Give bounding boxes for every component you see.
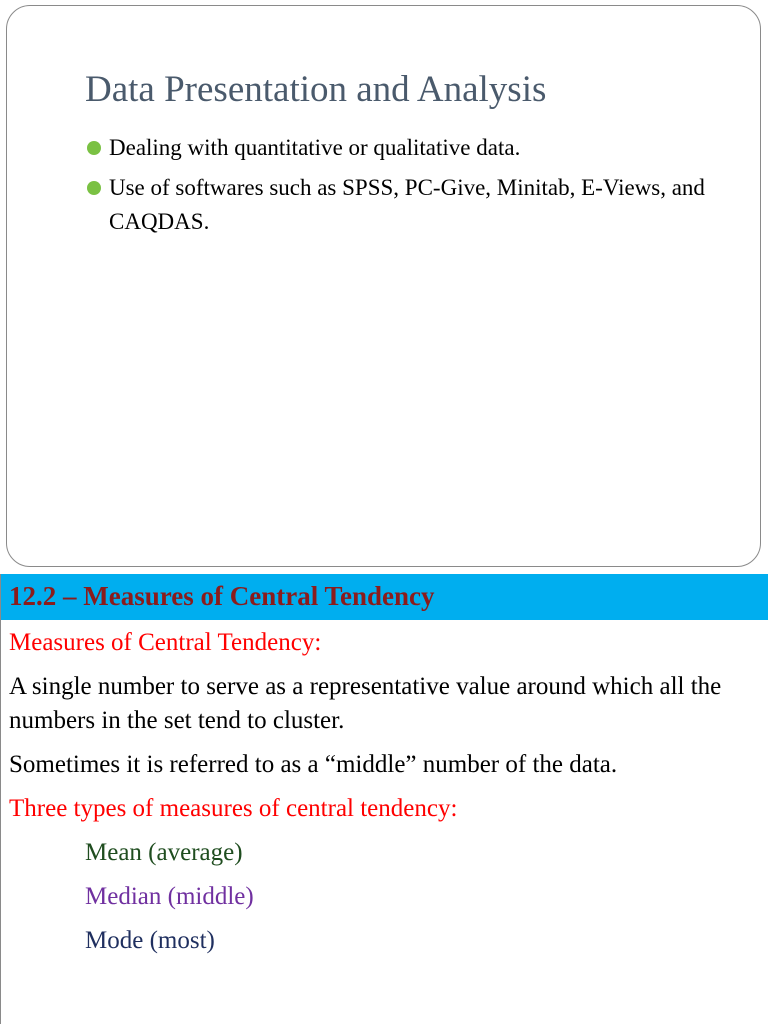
- bullet-item-softwares: [87, 171, 727, 239]
- types-list: [9, 836, 759, 958]
- bullet-text: Dealing with quantitative or qualitative data.: [109, 135, 521, 160]
- type-median: Median (middle): [85, 883, 254, 910]
- central-tendency-subheading: Measures of Central Tendency:: [9, 629, 322, 656]
- definition-text: A single number to serve as a representative value around which all the numbers in the set tend to cluster.: [9, 673, 722, 734]
- bullet-item-quantitative: [87, 131, 727, 165]
- slide-2-header: 12.2 – Measures of Central Tendency: [1, 574, 768, 620]
- slide-2: [0, 574, 768, 1024]
- slide-1-title: Data Presentation and Analysis: [85, 69, 547, 110]
- slide-2-body: [9, 626, 759, 968]
- type-mean: Mean (average): [85, 839, 243, 866]
- bullet-dot-icon: [87, 181, 101, 195]
- slide-1-bullet-list: [87, 131, 727, 245]
- slide-1: [6, 5, 761, 567]
- middle-number-note: Sometimes it is referred to as a “middle” number of the data.: [9, 751, 618, 778]
- type-mode: Mode (most): [85, 927, 215, 954]
- types-heading: Three types of measures of central tendency:: [9, 795, 458, 822]
- bullet-dot-icon: [87, 141, 101, 155]
- bullet-text: Use of softwares such as SPSS, PC-Give, Minitab, E-Views, and CAQDAS.: [109, 175, 705, 234]
